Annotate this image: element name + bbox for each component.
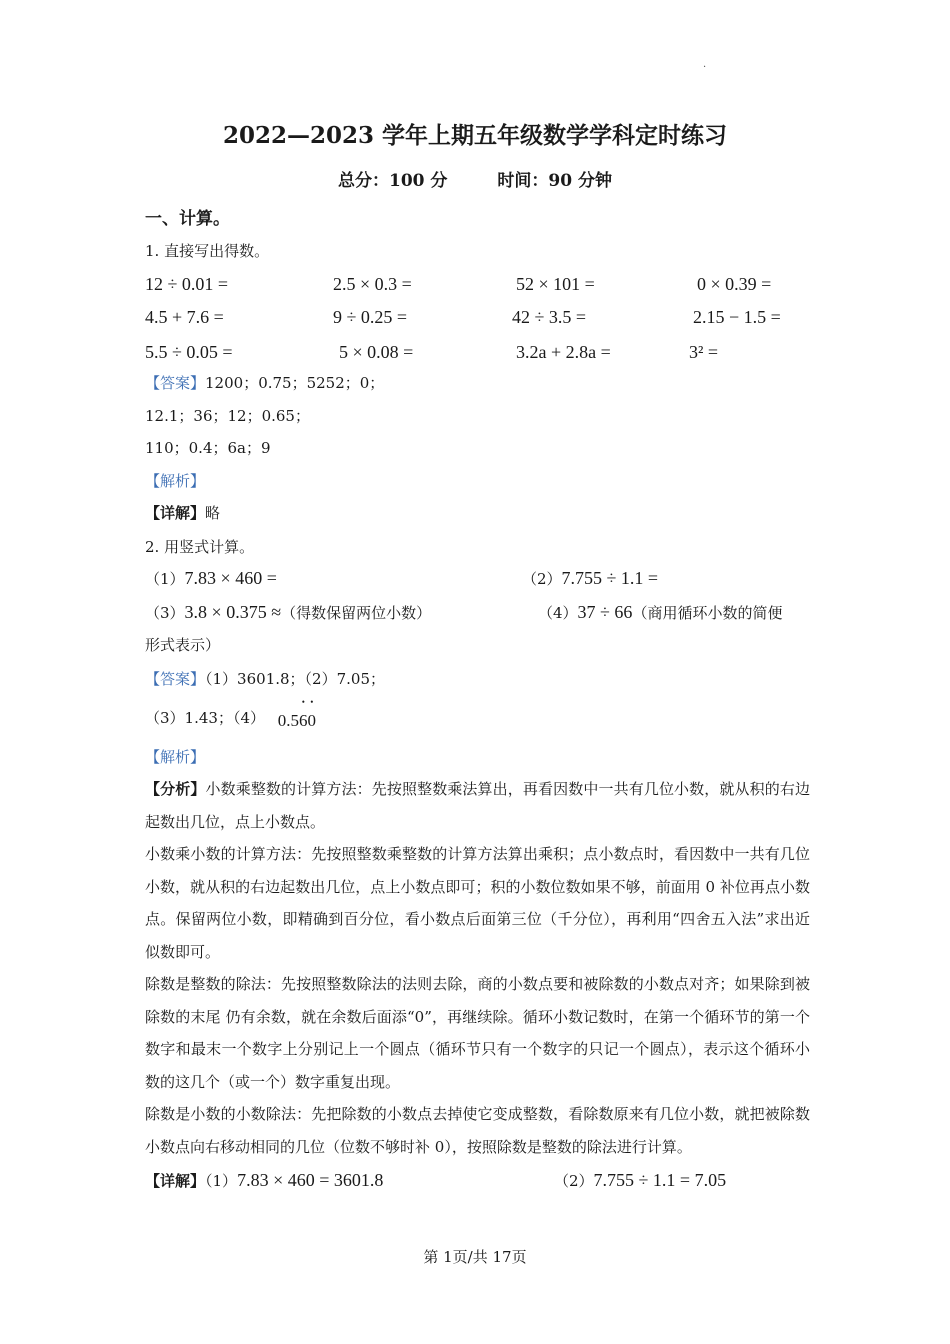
item-number: （1） [205,1172,238,1190]
analysis-paragraph: 除数是整数的除法：先按照整数除法的法则去除，商的小数点要和被除数的小数点对齐；如果除到被除数的末尾 仍有余数，就在余数后面添“0”，再继续除。循环小数记数时，在第一个循环节的第一个数字和最末一个数字上分别记上一个圆点（循环节只有一个数字的只记一个圆点），表示这个循环小数的这几个（或一个）数字重复出现。 [145,975,810,1091]
detail-tag: 【详解】 [145,504,206,522]
repeat-digit-dotted: • 0 [308,711,317,731]
detail-tag: 【详解】 [145,1172,206,1190]
detail-expression: 7.83 × 460 = 3601.8 [237,1170,384,1190]
item-expression: 7.83 × 460 = [184,568,277,588]
repeat-digit-dotted: • 6 [299,711,308,731]
q1-cell: 4.5 + 7.6 = [145,307,224,327]
q1-cell: 5 × 0.08 = [339,342,414,362]
item-expression: 3.8 × 0.375 ≈ [184,602,282,622]
q2-item [145,568,277,589]
detail-expression: 7.755 ÷ 1.1 = 7.05 [593,1170,727,1190]
q2-detail [554,1170,726,1191]
q1-cell: 3² = [689,342,719,362]
item-note: （得数保留两位小数） [281,604,432,622]
q1-cell: 52 × 101 = [516,274,595,294]
analysis-label: 【分析】 [145,780,206,798]
q1-prompt: 1. 直接写出得数。 [145,242,270,260]
corner-dot: · [703,62,707,73]
q1-detail [145,503,220,523]
q1-answer-line [145,373,384,393]
item-number: （3） [145,604,185,622]
q1-cell: 9 ÷ 0.25 = [333,307,408,327]
q2-item [145,602,431,623]
page-title: 2022—2023 学年上期五年级数学学科定时练习 [222,122,728,149]
q1-cell: 2.5 × 0.3 = [333,274,412,294]
answer-text: 1200；0.75；5252；0； [205,374,385,392]
q1-cell: 3.2a + 2.8a = [516,342,611,362]
detail-text: 略 [205,504,221,522]
item-number: （4） [538,604,578,622]
analysis-tag: 【解析】 [145,472,206,490]
answer-text: （3）1.43；（4） [145,709,265,727]
analysis-paragraph [145,773,810,838]
item-number: （1） [145,570,185,588]
repeat-prefix: 0.5 [277,711,300,730]
q2-answer-line [145,669,385,689]
section-heading: 一、计算。 [145,209,230,229]
total-score: 总分：100 分 [338,171,448,191]
repeating-decimal [278,711,316,730]
q2-detail [145,1170,383,1191]
q1-cell: 12 ÷ 0.01 = [145,274,229,294]
item-number: （2） [554,1172,594,1190]
q1-cell: 0 × 0.39 = [697,274,772,294]
analysis-paragraph: 除数是小数的小数除法：先把除数的小数点去掉使它变成整数，看除数原来有几位小数，就把被除数小数点向右移动相同的几位（位数不够时补 0），按照除数是整数的除法进行计算。 [145,1105,810,1156]
q1-cell: 2.15 − 1.5 = [693,307,781,327]
item-expression: 37 ÷ 66 [577,602,633,622]
item-number: （2） [522,570,562,588]
q1-cell: 5.5 ÷ 0.05 = [145,342,233,362]
paragraph-text: 小数乘整数的计算方法：先按照整数乘法算出，再看因数中一共有几位小数，就从积的右边起数出几位，点上小数点。 [145,780,810,831]
answer-tag: 【答案】 [145,670,206,688]
q1-answer-line: 110；0.4；6a；9 [145,439,271,457]
q2-item-note-continued: 形式表示） [145,636,221,654]
analysis-paragraph: 小数乘小数的计算方法：先按照整数乘整数的计算方法算出乘积；点小数点时，看因数中一共有几位小数，就从积的右边起数出几位，点上小数点即可；积的小数位数如果不够，前面用 0 补位再点小数点。保留两位小数，即精确到百分位，看小数点后面第三位（千分位），再利用“四舍五入法”求出近似数即可。 [145,845,810,961]
q2-prompt: 2. 用竖式计算。 [145,538,255,556]
answer-text: （1）3601.8；（2）7.05； [205,670,385,688]
exam-info [0,166,950,191]
analysis-tag: 【解析】 [145,748,206,766]
q1-answer-line: 12.1；36；12；0.65； [145,407,310,425]
exam-time: 时间：90 分钟 [497,171,612,191]
answer-tag: 【答案】 [145,374,206,392]
q2-item [522,568,658,589]
q1-cell: 42 ÷ 3.5 = [512,307,587,327]
item-expression: 7.755 ÷ 1.1 = [561,568,659,588]
item-note: （商用循环小数的简便 [632,604,783,622]
q2-item [538,602,782,623]
q2-answer-line [145,708,316,728]
page-number: 第 1页/共 17页 [423,1248,527,1266]
